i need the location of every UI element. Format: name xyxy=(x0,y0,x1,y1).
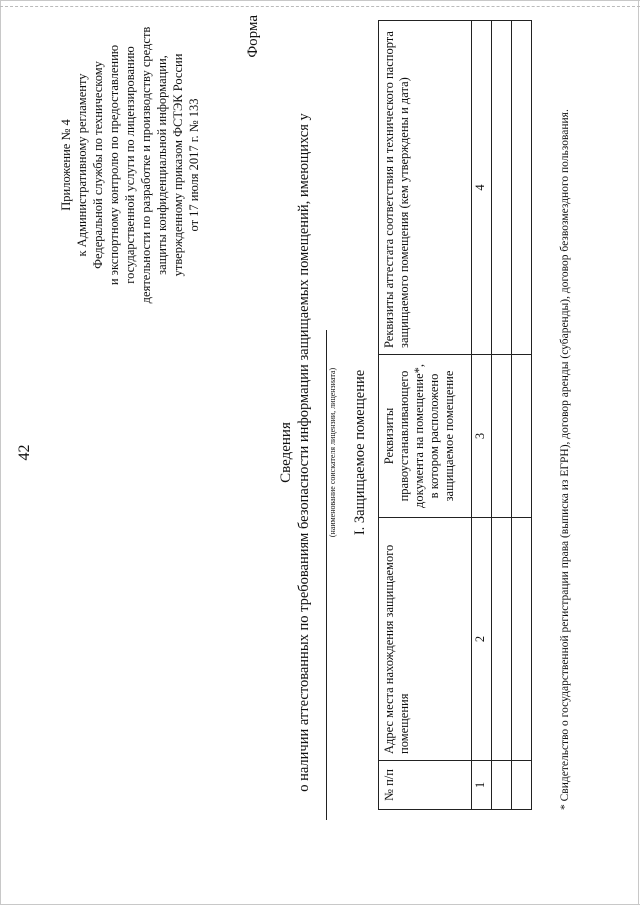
header-cell-certificate: Реквизиты аттестата соответствия и технического паспорта защищаемого помещения (кем утверждены и дата) xyxy=(379,21,472,355)
table-row xyxy=(472,21,492,810)
appendix-line: утвержденному приказом ФСТЭК России xyxy=(171,53,185,277)
header-cell-number: № п/п xyxy=(379,761,472,810)
column-number: 1 xyxy=(472,761,492,810)
table-cell xyxy=(492,355,512,518)
appendix-line: от 17 июля 2017 г. № 133 xyxy=(187,98,201,232)
document-title: Сведения xyxy=(278,422,294,483)
table-cell xyxy=(492,21,512,355)
form-label: Форма xyxy=(245,15,261,58)
appendix-line: Федеральной службы по техническому xyxy=(91,61,105,269)
appendix-block xyxy=(58,15,202,315)
appendix-line: и экспортному контролю по предоставлению xyxy=(107,44,121,286)
document-subtitle: о наличии аттестованных по требованиям безопасности информации защищаемых помещений, имеющихся у xyxy=(296,113,312,792)
table-row xyxy=(512,21,532,810)
section-heading: I. Защищаемое помещение xyxy=(352,369,368,536)
table-cell xyxy=(492,518,512,761)
appendix-line: защиты конфиденциальной информации, xyxy=(155,55,169,275)
appendix-line: деятельности по разработке и производству средств xyxy=(139,26,153,304)
table-cell xyxy=(512,761,532,810)
footnote: * Свидетельство о государственной регистрации права (выписка из ЕГРН), договор аренды (субаренды), договор безвозмездного пользования. xyxy=(559,109,571,810)
fill-in-hint: (наименование соискателя лицензии, лицензиата) xyxy=(328,367,337,538)
table-cell xyxy=(512,21,532,355)
table-row xyxy=(492,21,512,810)
header-cell-address: Адрес места нахождения защищаемого помещения xyxy=(379,518,472,761)
column-number: 4 xyxy=(472,21,492,355)
premises-table xyxy=(378,20,532,810)
table-cell xyxy=(512,518,532,761)
appendix-line: Приложение № 4 xyxy=(59,119,73,211)
column-number: 3 xyxy=(472,355,492,518)
column-number: 2 xyxy=(472,518,492,761)
table-cell xyxy=(512,355,532,518)
appendix-line: государственной услуги по лицензированию xyxy=(123,46,137,284)
appendix-line: к Административному регламенту xyxy=(75,73,89,257)
table-header-row xyxy=(379,21,472,810)
header-cell-ownership-doc: Реквизиты правоустанавливающего документа на помещение*, в котором расположено защищаемое помещение xyxy=(379,355,472,518)
page-number: 42 xyxy=(16,444,33,461)
fill-in-line xyxy=(326,330,327,820)
table-cell xyxy=(492,761,512,810)
